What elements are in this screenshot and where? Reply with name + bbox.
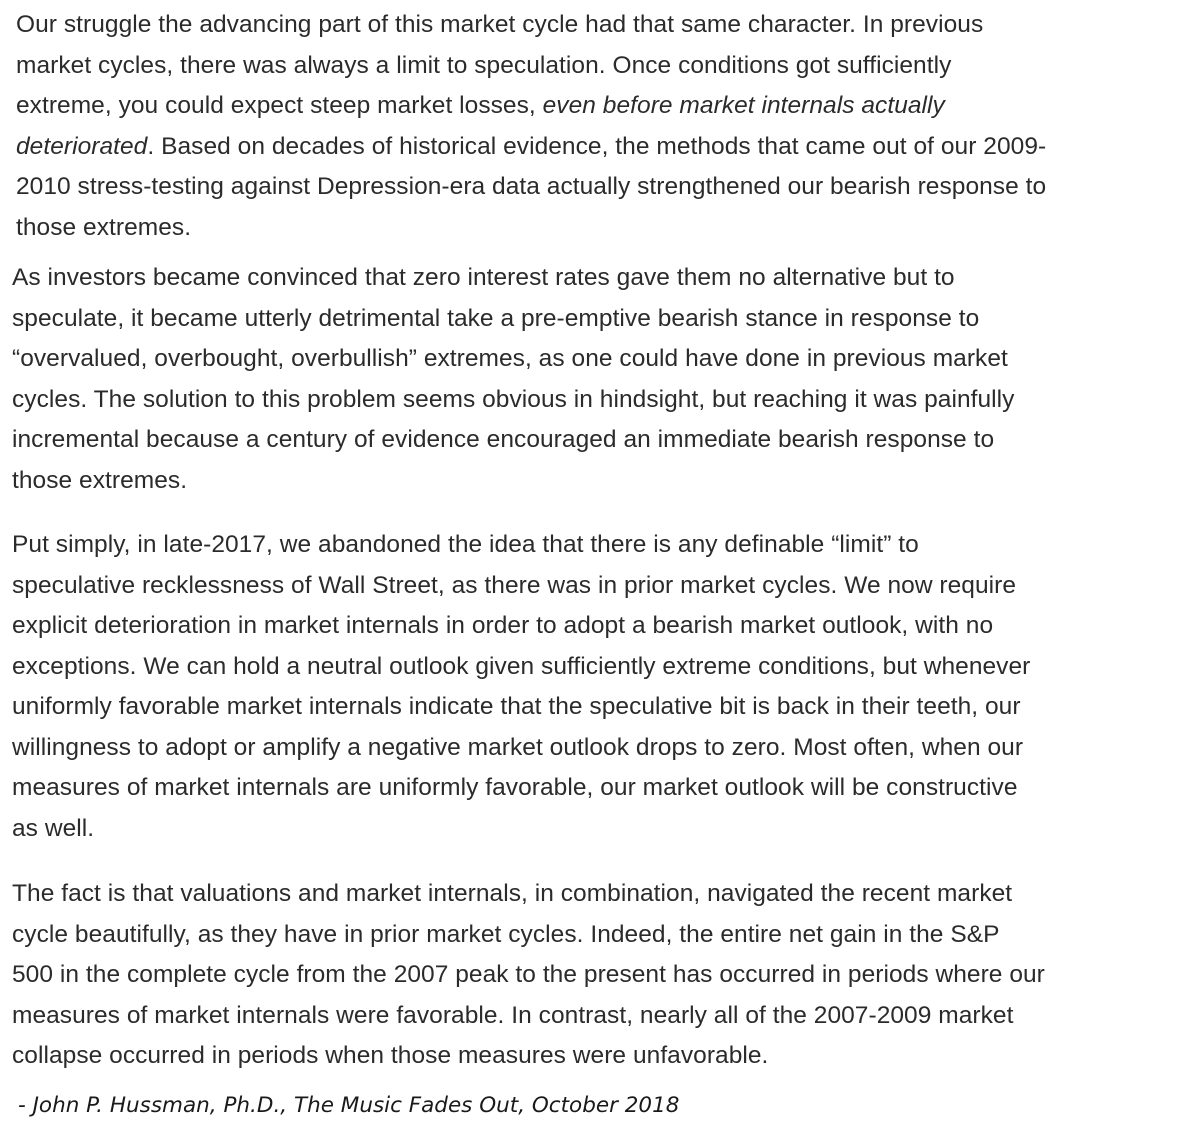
- text-line: 2010 stress-testing against Depression-era data actually strengthened our bearish response to: [16, 173, 1047, 200]
- text-line: As investors became convinced that zero interest rates gave them no alternative but to: [12, 264, 955, 291]
- text-line: as well.: [12, 814, 95, 842]
- emphasized-text: deteriorated: [16, 132, 148, 160]
- text-line: Put simply, in late-2017, we abandoned the idea that there is any definable “limit” to: [12, 531, 919, 558]
- text-line: those extremes.: [16, 213, 192, 241]
- text-line: Our struggle the advancing part of this market cycle had that same character. In previous: [16, 11, 984, 38]
- text-line: 500 in the complete cycle from the 2007 peak to the present has occurred in periods where our: [12, 961, 1045, 988]
- text-line: collapse occurred in periods when those measures were unfavorable.: [12, 1042, 769, 1069]
- paragraph-3: [12, 525, 1030, 849]
- paragraph-1: [16, 5, 1046, 248]
- text-line: uniformly favorable market internals indicate that the speculative bit is back in their teeth, our: [12, 693, 1021, 720]
- text-line: speculate, it became utterly detrimental take a pre-emptive bearish stance in response to: [12, 304, 980, 332]
- text-line: [16, 86, 1046, 127]
- text-line: cycles. The solution to this problem seems obvious in hindsight, but reaching it was painfully: [12, 385, 1015, 413]
- emphasized-text: even before market internals actually: [542, 92, 945, 119]
- text-line: market cycles, there was always a limit to speculation. Once conditions got sufficiently: [16, 51, 952, 79]
- text-line: The fact is that valuations and market internals, in combination, navigated the recent market: [12, 880, 1013, 907]
- text-line: explicit deterioration in market internals in order to adopt a bearish market outlook, with no: [12, 612, 994, 639]
- text-line: measures of market internals were favorable. In contrast, nearly all of the 2007-2009 market: [12, 1001, 1014, 1029]
- paragraph-4: [12, 874, 1045, 1077]
- text-line: [16, 127, 1046, 168]
- quote-attribution: - John P. Hussman, Ph.D., The Music Fades Out, October 2018: [18, 1093, 680, 1118]
- text-line: incremental because a century of evidence encouraged an immediate bearish response to: [12, 426, 995, 453]
- text-line: “overvalued, overbought, overbullish” extremes, as one could have done in previous market: [12, 345, 1008, 372]
- paragraph-2: [12, 258, 1014, 501]
- text-run: extreme, you could expect steep market losses,: [16, 92, 543, 119]
- text-line: willingness to adopt or amplify a negative market outlook drops to zero. Most often, when our: [12, 733, 1024, 761]
- text-run: . Based on decades of historical evidence, the methods that came out of our 2009-: [147, 132, 1047, 160]
- text-line: cycle beautifully, as they have in prior market cycles. Indeed, the entire net gain in the S&P: [12, 920, 1000, 948]
- text-line: exceptions. We can hold a neutral outlook given sufficiently extreme conditions, but whenever: [12, 652, 1031, 680]
- text-line: speculative recklessness of Wall Street, as there was in prior market cycles. We now require: [12, 571, 1017, 599]
- text-line: measures of market internals are uniformly favorable, our market outlook will be constructive: [12, 774, 1018, 801]
- text-line: those extremes.: [12, 466, 188, 494]
